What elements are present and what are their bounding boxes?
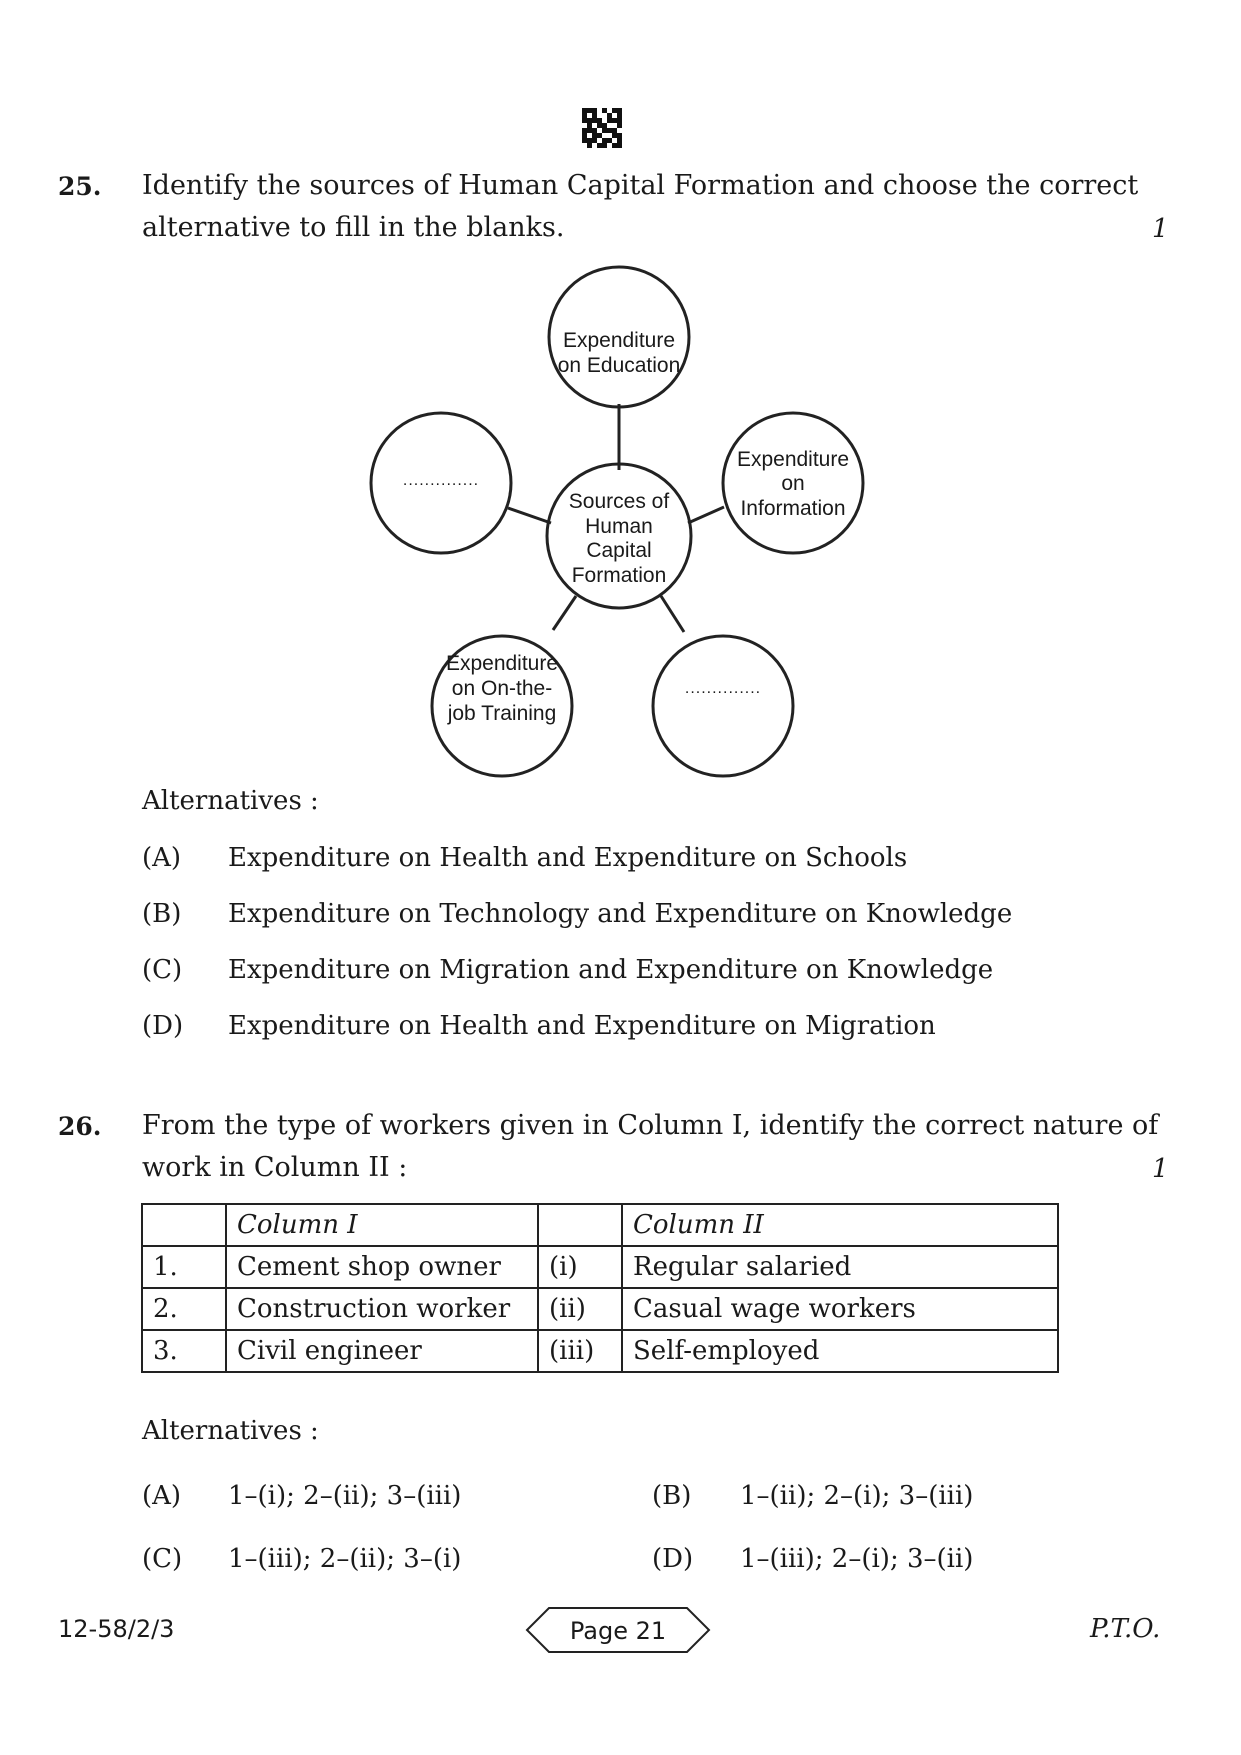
node-center-line: Human xyxy=(585,515,653,538)
marks: 1 xyxy=(1152,214,1169,244)
connector-line xyxy=(688,507,724,523)
match-table xyxy=(141,1203,1059,1373)
option-letter: (D) xyxy=(142,1011,184,1041)
node-right-line: Expenditure xyxy=(736,448,850,471)
option-text: Expenditure on Health and Expenditure on Migration xyxy=(228,1011,936,1041)
table-cell xyxy=(142,1204,226,1246)
option-text: Expenditure on Migration and Expenditure on Knowledge xyxy=(228,955,994,985)
option-letter: (C) xyxy=(142,955,183,985)
question-text-line: Identify the sources of Human Capital Formation and choose the correct xyxy=(142,170,1139,201)
table-cell: (i) xyxy=(538,1246,622,1288)
option-text: 1–(iii); 2–(i); 3–(ii) xyxy=(740,1544,974,1574)
option-letter: (B) xyxy=(652,1481,692,1511)
node-center-line: Capital xyxy=(586,539,652,562)
table-cell: (ii) xyxy=(538,1288,622,1330)
question-text-line: alternative to fill in the blanks. xyxy=(142,212,565,243)
table-cell: (iii) xyxy=(538,1330,622,1372)
node-left-blank: .............. xyxy=(402,472,480,489)
node-bottom-left-line: on On-the- xyxy=(451,677,553,700)
table-cell xyxy=(538,1204,622,1246)
option-letter: (B) xyxy=(142,899,182,929)
connector-line xyxy=(661,596,684,632)
node-bottom-right-blank: .............. xyxy=(684,680,762,697)
question-text-line: work in Column II : xyxy=(142,1152,408,1183)
page-number-badge xyxy=(525,1605,711,1655)
node-bottom-left-line: Expenditure xyxy=(445,652,559,675)
connector-line xyxy=(508,508,551,523)
option-text: 1–(iii); 2–(ii); 3–(i) xyxy=(228,1544,462,1574)
node-right-line: Information xyxy=(740,497,846,520)
table-header-cell: Column I xyxy=(226,1204,538,1246)
table-cell: 2. xyxy=(142,1288,226,1330)
table-cell: Regular salaried xyxy=(622,1246,1058,1288)
option-letter: (A) xyxy=(142,1481,182,1511)
option-text: 1–(ii); 2–(i); 3–(iii) xyxy=(740,1481,974,1511)
human-capital-diagram xyxy=(0,0,1241,800)
table-cell: 3. xyxy=(142,1330,226,1372)
option-letter: (D) xyxy=(652,1544,694,1574)
option-text: 1–(i); 2–(ii); 3–(iii) xyxy=(228,1481,462,1511)
page-number: Page 21 xyxy=(569,1617,667,1645)
table-header-cell: Column II xyxy=(622,1204,1058,1246)
node-top-line: Expenditure xyxy=(562,329,676,352)
table-cell: Construction worker xyxy=(226,1288,538,1330)
node-center-line: Sources of xyxy=(568,490,670,513)
table-cell: Cement shop owner xyxy=(226,1246,538,1288)
pto-label: P.T.O. xyxy=(1090,1614,1161,1644)
question-text-line: From the type of workers given in Column I, identify the correct nature of xyxy=(142,1110,1159,1141)
node-center-line: Formation xyxy=(571,564,667,587)
table-row xyxy=(142,1330,1058,1372)
node-top-line: on Education xyxy=(557,354,681,377)
alternatives-label: Alternatives : xyxy=(142,786,319,816)
option-text: Expenditure on Health and Expenditure on Schools xyxy=(228,843,908,873)
node-right-line: on xyxy=(781,472,805,495)
question-number: 26. xyxy=(58,1112,102,1141)
paper-code: 12-58/2/3 xyxy=(58,1615,175,1643)
table-cell: Self-employed xyxy=(622,1330,1058,1372)
node-circle xyxy=(653,636,793,776)
marks: 1 xyxy=(1152,1154,1169,1184)
table-row xyxy=(142,1246,1058,1288)
option-text: Expenditure on Technology and Expenditure on Knowledge xyxy=(228,899,1013,929)
table-cell: Casual wage workers xyxy=(622,1288,1058,1330)
option-letter: (A) xyxy=(142,843,182,873)
node-bottom-left-line: job Training xyxy=(447,702,557,725)
table-cell: Civil engineer xyxy=(226,1330,538,1372)
question-number: 25. xyxy=(58,172,102,201)
table-row xyxy=(142,1288,1058,1330)
connector-line xyxy=(553,596,576,630)
table-header-row xyxy=(142,1204,1058,1246)
alternatives-label: Alternatives : xyxy=(142,1416,319,1446)
option-letter: (C) xyxy=(142,1544,183,1574)
table-cell: 1. xyxy=(142,1246,226,1288)
